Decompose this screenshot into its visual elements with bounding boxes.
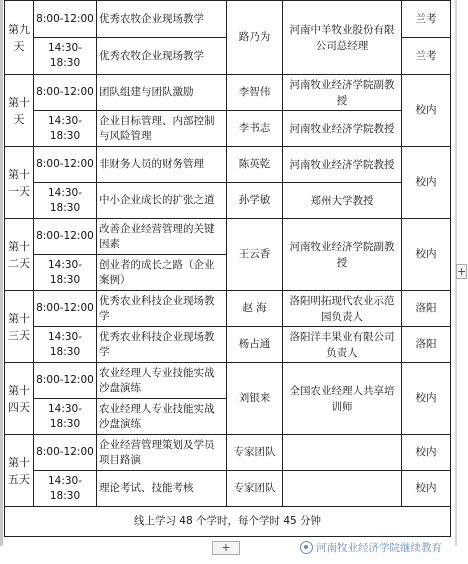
topic-cell: 优秀农牧企业现场教学 bbox=[97, 1, 227, 38]
topic-cell: 理论考试、技能考核 bbox=[97, 471, 227, 507]
teacher-cell: 杨占通 bbox=[227, 327, 283, 363]
topic-cell: 优秀农牧企业现场教学 bbox=[97, 38, 227, 75]
place-cell: 校内 bbox=[402, 219, 451, 291]
topic-cell: 农业经理人专业技能实战沙盘演练 bbox=[97, 363, 227, 399]
title-cell: 河南牧业经济学院副教授 bbox=[283, 219, 402, 291]
title-cell: 全国农业经理人共享培训师 bbox=[283, 363, 402, 435]
teacher-cell: 专家团队 bbox=[227, 471, 283, 507]
day-cell: 第十三天 bbox=[5, 291, 34, 363]
place-cell: 洛阳 bbox=[402, 327, 451, 363]
teacher-cell: 专家团队 bbox=[227, 435, 283, 471]
topic-cell: 农业经理人专业技能实战沙盘演练 bbox=[97, 399, 227, 435]
topic-cell: 优秀农业科技企业现场教学 bbox=[97, 291, 227, 327]
table-row bbox=[5, 75, 451, 111]
teacher-cell: 赵 海 bbox=[227, 291, 283, 327]
day-cell: 第十四天 bbox=[5, 363, 34, 435]
table-row bbox=[5, 183, 451, 219]
teacher-cell: 王云香 bbox=[227, 219, 283, 291]
time-cell: 14:30-18:30 bbox=[34, 327, 97, 363]
teacher-cell: 路乃为 bbox=[227, 1, 283, 75]
teacher-cell: 李智伟 bbox=[227, 75, 283, 111]
topic-cell: 改善企业经营管理的关键因素 bbox=[97, 219, 227, 255]
day-cell: 第九天 bbox=[5, 1, 34, 75]
time-cell: 8:00-12:00 bbox=[34, 1, 97, 38]
place-cell: 兰考 bbox=[402, 38, 451, 75]
table-row bbox=[5, 471, 451, 507]
title-cell: 郑州大学教授 bbox=[283, 183, 402, 219]
place-cell: 校内 bbox=[402, 435, 451, 471]
expand-row-button[interactable]: + bbox=[212, 541, 240, 555]
title-cell: 洛阳明拓现代农业示范园负责人 bbox=[283, 291, 402, 327]
time-cell: 14:30-18:30 bbox=[34, 183, 97, 219]
table-row bbox=[5, 147, 451, 183]
table-row bbox=[5, 507, 451, 537]
title-cell bbox=[283, 435, 402, 471]
schedule-table bbox=[4, 0, 451, 537]
place-cell: 校内 bbox=[402, 75, 451, 147]
topic-cell: 创业者的成长之路（企业案例） bbox=[97, 255, 227, 291]
day-cell: 第十天 bbox=[5, 75, 34, 147]
topic-cell: 团队组建与团队激励 bbox=[97, 75, 227, 111]
watermark bbox=[300, 538, 442, 556]
table-row bbox=[5, 219, 451, 255]
table-row bbox=[5, 1, 451, 38]
title-cell: 河南中羊牧业股份有限公司总经理 bbox=[283, 1, 402, 75]
day-cell: 第十二天 bbox=[5, 219, 34, 291]
time-cell: 8:00-12:00 bbox=[34, 147, 97, 183]
table-row bbox=[5, 111, 451, 147]
time-cell: 8:00-12:00 bbox=[34, 75, 97, 111]
place-cell: 校内 bbox=[402, 363, 451, 435]
page-border-left bbox=[0, 0, 3, 546]
title-cell bbox=[283, 471, 402, 507]
title-cell: 河南牧业经济学院副教授 bbox=[283, 75, 402, 111]
topic-cell: 中小企业成长的扩张之道 bbox=[97, 183, 227, 219]
time-cell: 14:30-18:30 bbox=[34, 471, 97, 507]
time-cell: 8:00-12:00 bbox=[34, 219, 97, 255]
table-row bbox=[5, 363, 451, 399]
title-cell: 河南牧业经济学院教授 bbox=[283, 111, 402, 147]
topic-cell: 企业经营管理策划及学员项目路演 bbox=[97, 435, 227, 471]
time-cell: 8:00-12:00 bbox=[34, 435, 97, 471]
place-cell: 校内 bbox=[402, 147, 451, 219]
table-row bbox=[5, 327, 451, 363]
topic-cell: 优秀农业科技企业现场教学 bbox=[97, 327, 227, 363]
time-cell: 8:00-12:00 bbox=[34, 291, 97, 327]
place-cell: 兰考 bbox=[402, 1, 451, 38]
expand-column-button[interactable]: + bbox=[457, 265, 467, 278]
wechat-logo-icon bbox=[300, 541, 313, 554]
topic-cell: 企业目标管理、内部控制与风险管理 bbox=[97, 111, 227, 147]
title-cell: 洛阳洋丰果业有限公司负责人 bbox=[283, 327, 402, 363]
teacher-cell: 陈英乾 bbox=[227, 147, 283, 183]
time-cell: 14:30-18:30 bbox=[34, 111, 97, 147]
day-cell: 第十五天 bbox=[5, 435, 34, 507]
time-cell: 14:30-18:30 bbox=[34, 399, 97, 435]
topic-cell: 非财务人员的财务管理 bbox=[97, 147, 227, 183]
teacher-cell: 孙学敏 bbox=[227, 183, 283, 219]
time-cell: 14:30-18:30 bbox=[34, 255, 97, 291]
footer-note: 线上学习 48 个学时，每个学时 45 分钟 bbox=[5, 507, 451, 537]
time-cell: 8:00-12:00 bbox=[34, 363, 97, 399]
title-cell: 河南牧业经济学院教授 bbox=[283, 147, 402, 183]
place-cell: 洛阳 bbox=[402, 291, 451, 327]
day-cell: 第十一天 bbox=[5, 147, 34, 219]
place-cell: 校内 bbox=[402, 471, 451, 507]
watermark-text: 河南牧业经济学院继续教育 bbox=[316, 541, 442, 554]
table-row bbox=[5, 291, 451, 327]
time-cell: 14:30-18:30 bbox=[34, 38, 97, 75]
table-row bbox=[5, 435, 451, 471]
teacher-cell: 刘银来 bbox=[227, 363, 283, 435]
teacher-cell: 李书志 bbox=[227, 111, 283, 147]
